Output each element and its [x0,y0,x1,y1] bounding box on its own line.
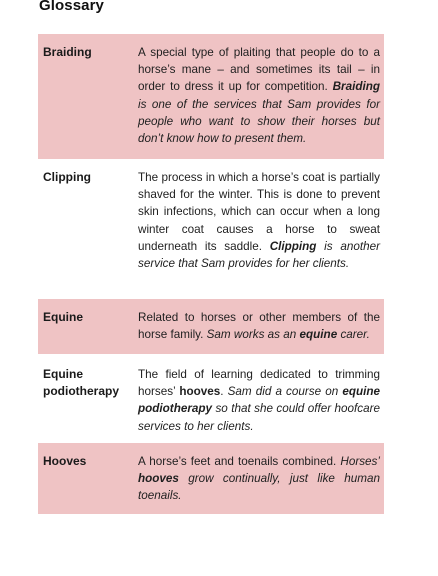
definition-text-run: carer. [337,328,370,342]
definition-text-run: A horse’s feet and toenails combined. [138,455,341,468]
page-title: Glossary [39,0,105,14]
glossary-row-equine [38,299,384,354]
glossary-term: Equine podiotherapy [43,367,120,399]
glossary-term: Hooves [43,454,87,468]
glossary-row-equine-podiotherapy [38,354,384,443]
definition-text-run: equine [299,328,338,342]
definition-text-run: Braiding [332,80,380,94]
definition-text-run: is one of the services that Sam provides for people who want to show their horses but don’t know how to present them. [138,97,380,146]
glossary-row-hooves [38,443,384,514]
glossary-definition [138,453,380,504]
definition-text-run: Clipping [269,239,317,253]
definition-text-run: Related to horses or other members of the horse family. [138,311,380,342]
definition-text-run: The process in which a horse’s coat is partially shaved for the winter. This is done to prevent skin infections, which can occur when a long winter coat causes a horse to sweat underneath its saddle. [138,171,380,253]
definition-text-run: The field of learning dedicated to trimming horses’ [138,368,380,399]
definition-text-run: is another service that Sam provides for her clients. [138,239,380,271]
definition-text-run: . [220,385,228,399]
glossary-row-clipping [38,159,384,299]
glossary-definition [138,309,380,344]
definition-text-run: Sam works as an [206,328,300,342]
definition-text-run: A special type of plaiting that people do to a horse’s mane – and sometimes its tail – in order to dress it up for competition. [138,46,380,94]
definition-text-run: equine podiotherapy [138,385,380,416]
glossary-term: Clipping [43,170,91,184]
glossary-term: Braiding [43,45,92,59]
glossary-row-braiding [38,34,384,159]
definition-text-run: grow continually, just like human toenails. [138,472,380,503]
glossary-definition [138,169,380,289]
glossary-definition [138,366,380,433]
glossary-term: Equine [43,310,84,324]
definition-text-run: hooves [138,472,179,486]
definition-text-run: Sam did a course on [227,385,343,399]
definition-text-run: hooves [179,385,221,399]
definition-text-run: Horses’ [340,455,380,468]
glossary-definition [138,44,380,149]
glossary-table [38,34,384,514]
definition-text-run: so that she could offer hoofcare services to her clients. [138,402,380,433]
